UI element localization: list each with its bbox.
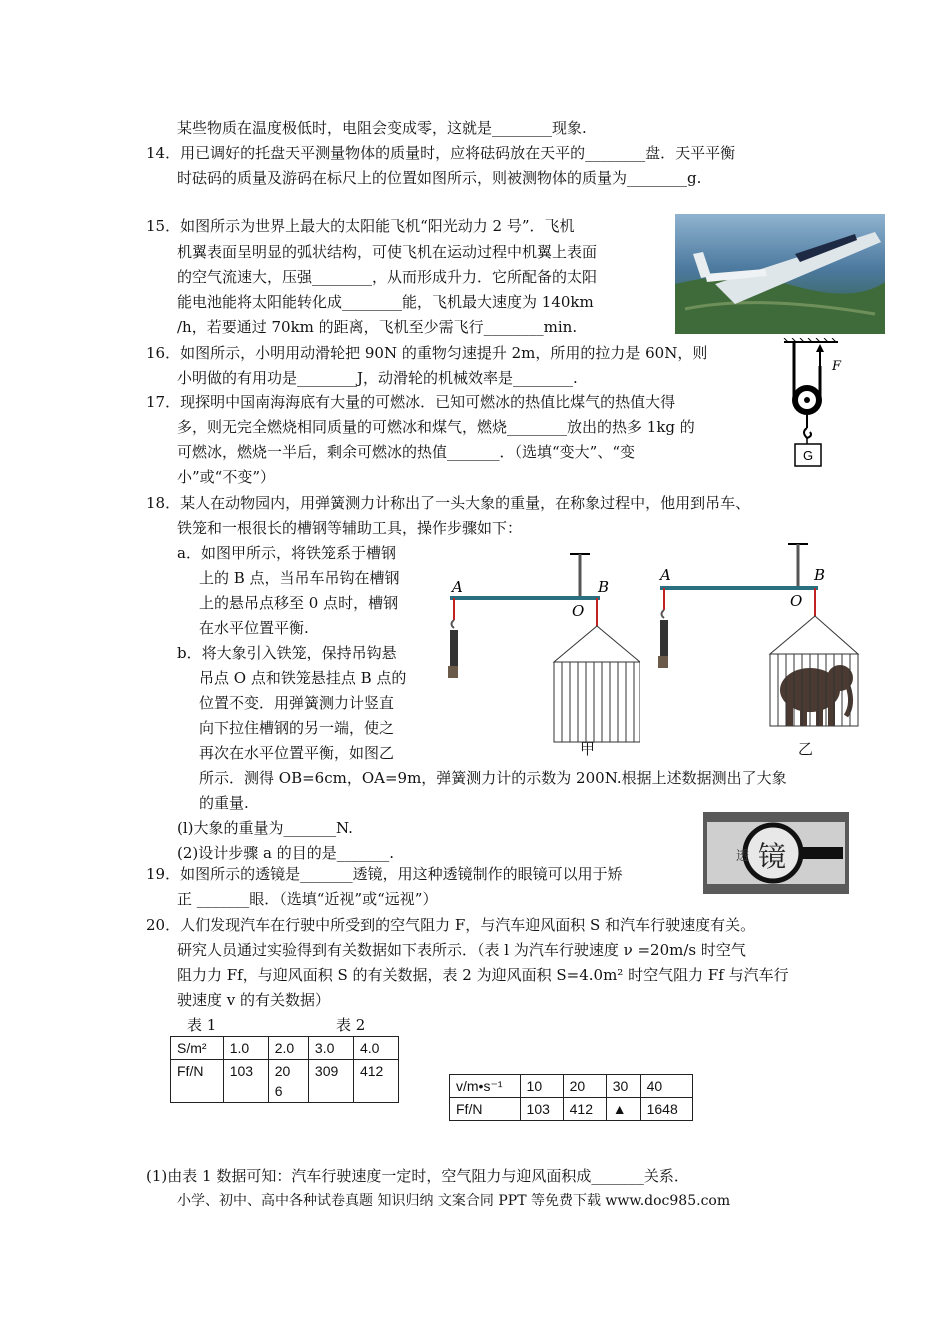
table2-caption: 表 2	[336, 1016, 366, 1034]
q15-line-3: 的空气流速大，压强________，从而形成升力．它所配备的太阳	[177, 268, 598, 286]
table-cell: 3.0	[308, 1037, 353, 1060]
table-row	[171, 1037, 399, 1060]
table-cell: Ff/N	[171, 1060, 224, 1103]
table-cell: S/m²	[171, 1037, 224, 1060]
table-cell: 20 6	[268, 1060, 308, 1103]
table-cell: 412	[563, 1098, 606, 1121]
lever-o-label-yi: O	[790, 592, 803, 610]
table-cell: ▲	[606, 1098, 640, 1121]
q15-line-2: 机翼表面呈明显的弧状结构，可使飞机在运动过程中机翼上表面	[177, 243, 598, 261]
table-cell: 412	[353, 1060, 398, 1103]
q20-line-2: 研究人员通过实验得到有关数据如下表所示．（表 l 为汽车行驶速度 ν =20m/s 时空气	[177, 941, 746, 959]
q18-line-2: 铁笼和一根很长的槽钢等辅助工具，操作步骤如下：	[177, 519, 523, 537]
solar-plane-photo	[675, 214, 885, 334]
pulley-figure	[770, 338, 850, 470]
lens-small-char: 透	[736, 849, 750, 864]
q18-step-b-4: 向下拉住槽钢的另一端，使之	[199, 719, 395, 737]
q19-line-1: 19．如图所示的透镜是_______透镜，用这种透镜制作的眼镜可以用于矫	[146, 865, 623, 883]
table-cell: 1648	[640, 1098, 692, 1121]
table-1	[170, 1036, 399, 1103]
table-cell: 1.0	[223, 1037, 268, 1060]
q13-line: 某些物质在温度极低时，电阻会变成零，这就是________现象.	[177, 119, 587, 137]
q18-step-b-6: 所示．测得 OB=6cm，OA=9m，弹簧测力计的示数为 200N.根据上述数据测出了大象	[199, 769, 787, 787]
lever-figure-yi	[650, 540, 860, 740]
q19-line-2: 正 _______眼．（选填“近视”或“远视”）	[177, 890, 438, 908]
lever-a-label-yi: A	[660, 566, 671, 584]
lever-b-label-jia: B	[598, 578, 610, 596]
page-footer: 小学、初中、高中各种试卷真题 知识归纳 文案合同 PPT 等免费下载 www.doc985.com	[177, 1193, 731, 1209]
table-cell: 20	[563, 1075, 606, 1098]
q15-line-5: /h，若要通过 70km 的距离，飞机至少需飞行________min.	[177, 318, 578, 336]
lens-photo	[703, 812, 849, 894]
table-cell: v/m•s⁻¹	[450, 1075, 521, 1098]
table-cell: 103	[223, 1060, 268, 1103]
q16-line-2: 小明做的有用功是________J，动滑轮的机械效率是________.	[177, 369, 578, 387]
table-cell: 103	[520, 1098, 563, 1121]
q18-step-b-1: b．将大象引入铁笼，保持吊钩悬	[177, 644, 397, 662]
q18-line-1: 18．某人在动物园内，用弹簧测力计称出了一头大象的重量，在称象过程中，他用到吊车、	[146, 494, 751, 512]
lever-o-label-jia: O	[572, 602, 585, 620]
table-cell: 40	[640, 1075, 692, 1098]
q17-line-2: 多，则无完全燃烧相同质量的可燃冰和煤气，燃烧________放出的热多 1kg 的	[177, 418, 695, 436]
q20-sub-1: (1)由表 1 数据可知：汽车行驶速度一定时，空气阻力与迎风面积成_______关系．	[146, 1167, 689, 1185]
q14-line-1: 14．用已调好的托盘天平测量物体的质量时，应将砝码放在天平的________盘．天平平衡	[146, 144, 736, 162]
figure-caption-yi: 乙	[798, 740, 814, 758]
q17-line-1: 17．现探明中国南海海底有大量的可燃冰．已知可燃冰的热值比煤气的热值大得	[146, 393, 676, 411]
q16-line-1: 16．如图所示，小明用动滑轮把 90N 的重物匀速提升 2m，所用的拉力是 60N，则	[146, 344, 708, 362]
table-2	[449, 1074, 693, 1121]
q18-step-b-2: 吊点 O 点和铁笼悬挂点 B 点的	[199, 669, 407, 687]
q18-step-a-1: a．如图甲所示，将铁笼系于槽钢	[177, 544, 396, 562]
q18-step-a-2: 上的 B 点，当吊车吊钩在槽钢	[199, 569, 400, 587]
q17-line-4: 小”或“不变”）	[177, 468, 276, 486]
q18-step-b-3: 位置不变．用弹簧测力计竖直	[199, 694, 395, 712]
lever-b-label-yi: B	[814, 566, 826, 584]
q15-line-4: 能电池能将太阳能转化成________能，飞机最大速度为 140km	[177, 293, 594, 311]
figure-caption-jia: 甲	[580, 740, 596, 758]
table-cell: 10	[520, 1075, 563, 1098]
q20-line-3: 阻力力 Ff，与迎风面积 S 的有关数据，表 2 为迎风面积 S=4.0m² 时空气阻力 Ff 与汽车行	[177, 966, 789, 984]
table-cell: 2.0	[268, 1037, 308, 1060]
q20-line-4: 驶速度 v 的有关数据）	[177, 991, 331, 1009]
q18-step-b-5: 再次在水平位置平衡，如图乙	[199, 744, 395, 762]
pulley-g-label: G	[803, 448, 814, 463]
pulley-f-label: F	[832, 359, 842, 374]
q20-line-1: 20．人们发现汽车在行驶中所受到的空气阻力 F，与汽车迎风面积 S 和汽车行驶速度有关。	[146, 916, 756, 934]
q18-step-a-4: 在水平位置平衡.	[199, 619, 309, 637]
lens-big-char: 镜	[758, 840, 787, 873]
table-cell: Ff/N	[450, 1098, 521, 1121]
table-row	[450, 1075, 693, 1098]
q15-line-1: 15．如图所示为世界上最大的太阳能飞机“阳光动力 2 号”．飞机	[146, 217, 575, 235]
table-row	[171, 1060, 399, 1103]
q17-line-3: 可燃冰，燃烧一半后，剩余可燃冰的热值_______．（选填“变大”、“变	[177, 443, 636, 461]
q18-step-b-7: 的重量.	[199, 794, 249, 812]
table-cell: 30	[606, 1075, 640, 1098]
lever-a-label-jia: A	[452, 578, 463, 596]
q18-step-a-3: 上的悬吊点移至 0 点时，槽钢	[199, 594, 399, 612]
q18-sub-2: (2)设计步骤 a 的目的是_______.	[177, 844, 394, 862]
table1-caption: 表 1	[187, 1016, 217, 1034]
table-row	[450, 1098, 693, 1121]
q14-line-2: 时砝码的质量及游码在标尺上的位置如图所示，则被测物体的质量为________g.	[177, 169, 702, 187]
table-cell: 4.0	[353, 1037, 398, 1060]
lever-figure-jia	[440, 550, 640, 760]
q18-sub-1: (l)大象的重量为_______N.	[177, 819, 353, 837]
table-cell: 309	[308, 1060, 353, 1103]
